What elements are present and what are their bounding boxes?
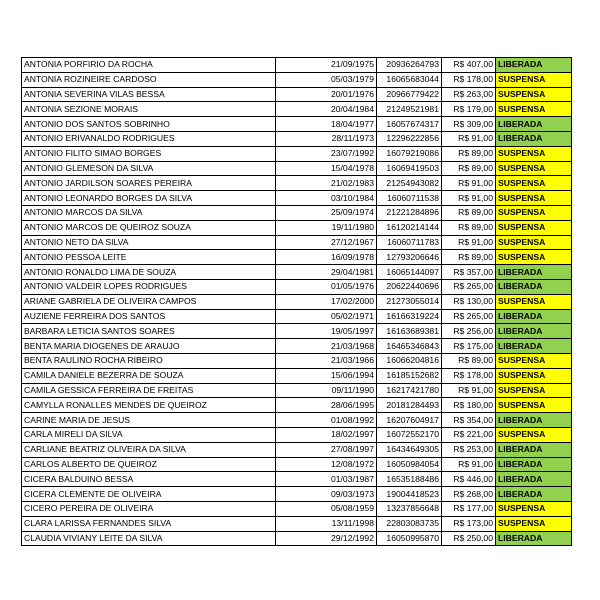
status-badge: SUSPENSA [496, 427, 572, 442]
status-badge: LIBERADA [496, 339, 572, 354]
value-cell: R$ 250,00 [442, 531, 496, 546]
name-cell: ANTONIA PORFIRIO DA ROCHA [22, 58, 276, 73]
table-row [22, 205, 572, 220]
status-badge: LIBERADA [496, 531, 572, 546]
name-cell: CLARA LARISSA FERNANDES SILVA [22, 516, 276, 531]
value-cell: R$ 91,00 [442, 457, 496, 472]
date-cell: 25/09/1974 [276, 205, 377, 220]
table-row [22, 161, 572, 176]
date-cell: 19/05/1997 [276, 324, 377, 339]
code-cell: 21273055014 [377, 294, 442, 309]
name-cell: ANTONIO NETO DA SILVA [22, 235, 276, 250]
name-cell: CAMYLLA RONALLES MENDES DE QUEIROZ [22, 398, 276, 413]
status-badge: LIBERADA [496, 309, 572, 324]
status-badge: SUSPENSA [496, 383, 572, 398]
status-badge: SUSPENSA [496, 205, 572, 220]
status-badge: SUSPENSA [496, 250, 572, 265]
table-row [22, 413, 572, 428]
status-badge: LIBERADA [496, 117, 572, 132]
value-cell: R$ 91,00 [442, 131, 496, 146]
name-cell: ANTONIO JARDILSON SOARES PEREIRA [22, 176, 276, 191]
code-cell: 16185152682 [377, 368, 442, 383]
table-row [22, 427, 572, 442]
date-cell: 18/04/1977 [276, 117, 377, 132]
status-badge: SUSPENSA [496, 516, 572, 531]
name-cell: ANTONIO ERIVANALDO RODRIGUES [22, 131, 276, 146]
date-cell: 01/05/1976 [276, 279, 377, 294]
date-cell: 09/11/1990 [276, 383, 377, 398]
code-cell: 16207604917 [377, 413, 442, 428]
status-badge: SUSPENSA [496, 72, 572, 87]
table-row [22, 368, 572, 383]
table-row [22, 235, 572, 250]
table-row [22, 487, 572, 502]
code-cell: 20181284493 [377, 398, 442, 413]
name-cell: ANTONIO MARCOS DA SILVA [22, 205, 276, 220]
value-cell: R$ 263,00 [442, 87, 496, 102]
status-badge: SUSPENSA [496, 220, 572, 235]
table-row [22, 131, 572, 146]
name-cell: CARLA MIRELI DA SILVA [22, 427, 276, 442]
value-cell: R$ 130,00 [442, 294, 496, 309]
table-body [22, 58, 572, 546]
status-badge: SUSPENSA [496, 398, 572, 413]
date-cell: 21/03/1966 [276, 353, 377, 368]
code-cell: 16434649305 [377, 442, 442, 457]
status-badge: LIBERADA [496, 472, 572, 487]
date-cell: 15/06/1994 [276, 368, 377, 383]
value-cell: R$ 357,00 [442, 265, 496, 280]
table-row [22, 87, 572, 102]
table-row [22, 58, 572, 73]
table-row [22, 309, 572, 324]
status-badge: LIBERADA [496, 442, 572, 457]
date-cell: 27/08/1997 [276, 442, 377, 457]
code-cell: 22803083735 [377, 516, 442, 531]
code-cell: 16057674317 [377, 117, 442, 132]
name-cell: ANTONIA SEVERINA VILAS BESSA [22, 87, 276, 102]
name-cell: CLAUDIA VIVIANY LEITE DA SILVA [22, 531, 276, 546]
date-cell: 03/10/1984 [276, 191, 377, 206]
code-cell: 16535188486 [377, 472, 442, 487]
table-row [22, 176, 572, 191]
table-row [22, 72, 572, 87]
name-cell: BENTA MARIA DIOGENES DE ARAUJO [22, 339, 276, 354]
value-cell: R$ 221,00 [442, 427, 496, 442]
status-badge: SUSPENSA [496, 368, 572, 383]
date-cell: 16/09/1978 [276, 250, 377, 265]
beneficiary-table [21, 57, 572, 546]
table-row [22, 383, 572, 398]
status-badge: SUSPENSA [496, 501, 572, 516]
table-row [22, 102, 572, 117]
value-cell: R$ 253,00 [442, 442, 496, 457]
code-cell: 16060711783 [377, 235, 442, 250]
code-cell: 12793206646 [377, 250, 442, 265]
name-cell: CICERA CLEMENTE DE OLIVEIRA [22, 487, 276, 502]
value-cell: R$ 89,00 [442, 161, 496, 176]
code-cell: 16465346843 [377, 339, 442, 354]
date-cell: 17/02/2000 [276, 294, 377, 309]
date-cell: 05/08/1959 [276, 501, 377, 516]
code-cell: 21221284896 [377, 205, 442, 220]
status-badge: SUSPENSA [496, 102, 572, 117]
date-cell: 09/03/1973 [276, 487, 377, 502]
date-cell: 28/11/1973 [276, 131, 377, 146]
code-cell: 16060711538 [377, 191, 442, 206]
name-cell: ANTONIO FILITO SIMAO BORGES [22, 146, 276, 161]
code-cell: 13237856648 [377, 501, 442, 516]
status-badge: LIBERADA [496, 265, 572, 280]
name-cell: CAMILA GESSICA FERREIRA DE FREITAS [22, 383, 276, 398]
table-row [22, 265, 572, 280]
value-cell: R$ 354,00 [442, 413, 496, 428]
code-cell: 19004418523 [377, 487, 442, 502]
value-cell: R$ 89,00 [442, 220, 496, 235]
table-row [22, 294, 572, 309]
code-cell: 21254943082 [377, 176, 442, 191]
name-cell: BENTA RAULINO ROCHA RIBEIRO [22, 353, 276, 368]
status-badge: SUSPENSA [496, 353, 572, 368]
status-badge: LIBERADA [496, 131, 572, 146]
value-cell: R$ 89,00 [442, 250, 496, 265]
value-cell: R$ 89,00 [442, 205, 496, 220]
code-cell: 20936264793 [377, 58, 442, 73]
name-cell: ANTONIO LEONARDO BORGES DA SILVA [22, 191, 276, 206]
date-cell: 29/04/1981 [276, 265, 377, 280]
table-row [22, 457, 572, 472]
table-row [22, 146, 572, 161]
value-cell: R$ 89,00 [442, 146, 496, 161]
status-badge: SUSPENSA [496, 294, 572, 309]
name-cell: ANTONIO RONALDO LIMA DE SOUZA [22, 265, 276, 280]
code-cell: 16050995870 [377, 531, 442, 546]
date-cell: 23/07/1992 [276, 146, 377, 161]
code-cell: 21249521981 [377, 102, 442, 117]
table-row [22, 442, 572, 457]
name-cell: CARLOS ALBERTO DE QUEIROZ [22, 457, 276, 472]
status-badge: LIBERADA [496, 58, 572, 73]
date-cell: 27/12/1967 [276, 235, 377, 250]
date-cell: 21/02/1983 [276, 176, 377, 191]
date-cell: 19/11/1980 [276, 220, 377, 235]
value-cell: R$ 91,00 [442, 235, 496, 250]
code-cell: 16069419503 [377, 161, 442, 176]
name-cell: AUZIENE FERREIRA DOS SANTOS [22, 309, 276, 324]
table-row [22, 339, 572, 354]
value-cell: R$ 179,00 [442, 102, 496, 117]
code-cell: 20966779422 [377, 87, 442, 102]
date-cell: 01/03/1987 [276, 472, 377, 487]
table-row [22, 250, 572, 265]
code-cell: 20622440696 [377, 279, 442, 294]
date-cell: 01/08/1992 [276, 413, 377, 428]
date-cell: 20/04/1984 [276, 102, 377, 117]
date-cell: 13/11/1998 [276, 516, 377, 531]
code-cell: 12296222856 [377, 131, 442, 146]
table-row [22, 398, 572, 413]
value-cell: R$ 268,00 [442, 487, 496, 502]
date-cell: 21/09/1975 [276, 58, 377, 73]
value-cell: R$ 446,00 [442, 472, 496, 487]
table-row [22, 501, 572, 516]
status-badge: SUSPENSA [496, 87, 572, 102]
status-badge: LIBERADA [496, 457, 572, 472]
code-cell: 16120214144 [377, 220, 442, 235]
table-row [22, 324, 572, 339]
table-row [22, 531, 572, 546]
code-cell: 16050984054 [377, 457, 442, 472]
date-cell: 20/01/1976 [276, 87, 377, 102]
value-cell: R$ 91,00 [442, 191, 496, 206]
code-cell: 16166319224 [377, 309, 442, 324]
table-row [22, 472, 572, 487]
code-cell: 16065683044 [377, 72, 442, 87]
code-cell: 16079219086 [377, 146, 442, 161]
code-cell: 16065144097 [377, 265, 442, 280]
status-badge: LIBERADA [496, 324, 572, 339]
name-cell: ANTONIO MARCOS DE QUEIROZ SOUZA [22, 220, 276, 235]
name-cell: ANTONIO GLEMESON DA SILVA [22, 161, 276, 176]
value-cell: R$ 89,00 [442, 353, 496, 368]
name-cell: CICERO PEREIRA DE OLIVEIRA [22, 501, 276, 516]
value-cell: R$ 177,00 [442, 501, 496, 516]
status-badge: SUSPENSA [496, 235, 572, 250]
table-row [22, 279, 572, 294]
name-cell: ANTONIO DOS SANTOS SOBRINHO [22, 117, 276, 132]
name-cell: ANTONIA SEZIONE MORAIS [22, 102, 276, 117]
name-cell: CARLIANE BEATRIZ OLIVEIRA DA SILVA [22, 442, 276, 457]
value-cell: R$ 178,00 [442, 368, 496, 383]
name-cell: ARIANE GABRIELA DE OLIVEIRA CAMPOS [22, 294, 276, 309]
date-cell: 28/06/1995 [276, 398, 377, 413]
name-cell: CARINE MARIA DE JESUS [22, 413, 276, 428]
name-cell: BARBARA LETICIA SANTOS SOARES [22, 324, 276, 339]
table-row [22, 353, 572, 368]
name-cell: ANTONIO VALDEIR LOPES RODRIGUES [22, 279, 276, 294]
value-cell: R$ 91,00 [442, 176, 496, 191]
value-cell: R$ 309,00 [442, 117, 496, 132]
name-cell: CAMILA DANIELE BEZERRA DE SOUZA [22, 368, 276, 383]
name-cell: ANTONIO PESSOA LEITE [22, 250, 276, 265]
value-cell: R$ 265,00 [442, 309, 496, 324]
name-cell: ANTONIA ROZINEIRE CARDOSO [22, 72, 276, 87]
table-row [22, 516, 572, 531]
status-badge: SUSPENSA [496, 176, 572, 191]
name-cell: CICERA BALDUINO BESSA [22, 472, 276, 487]
value-cell: R$ 180,00 [442, 398, 496, 413]
table-row [22, 117, 572, 132]
value-cell: R$ 173,00 [442, 516, 496, 531]
value-cell: R$ 265,00 [442, 279, 496, 294]
status-badge: LIBERADA [496, 487, 572, 502]
status-badge: SUSPENSA [496, 161, 572, 176]
code-cell: 16163689381 [377, 324, 442, 339]
value-cell: R$ 91,00 [442, 383, 496, 398]
status-badge: SUSPENSA [496, 191, 572, 206]
value-cell: R$ 256,00 [442, 324, 496, 339]
date-cell: 18/02/1997 [276, 427, 377, 442]
date-cell: 21/03/1968 [276, 339, 377, 354]
date-cell: 29/12/1992 [276, 531, 377, 546]
table-row [22, 191, 572, 206]
date-cell: 15/04/1978 [276, 161, 377, 176]
value-cell: R$ 407,00 [442, 58, 496, 73]
value-cell: R$ 178,00 [442, 72, 496, 87]
date-cell: 12/08/1972 [276, 457, 377, 472]
code-cell: 16072552170 [377, 427, 442, 442]
table-row [22, 220, 572, 235]
status-badge: LIBERADA [496, 413, 572, 428]
date-cell: 05/03/1979 [276, 72, 377, 87]
code-cell: 16066204816 [377, 353, 442, 368]
status-badge: SUSPENSA [496, 146, 572, 161]
value-cell: R$ 175,00 [442, 339, 496, 354]
status-badge: LIBERADA [496, 279, 572, 294]
code-cell: 16217421780 [377, 383, 442, 398]
date-cell: 05/02/1971 [276, 309, 377, 324]
